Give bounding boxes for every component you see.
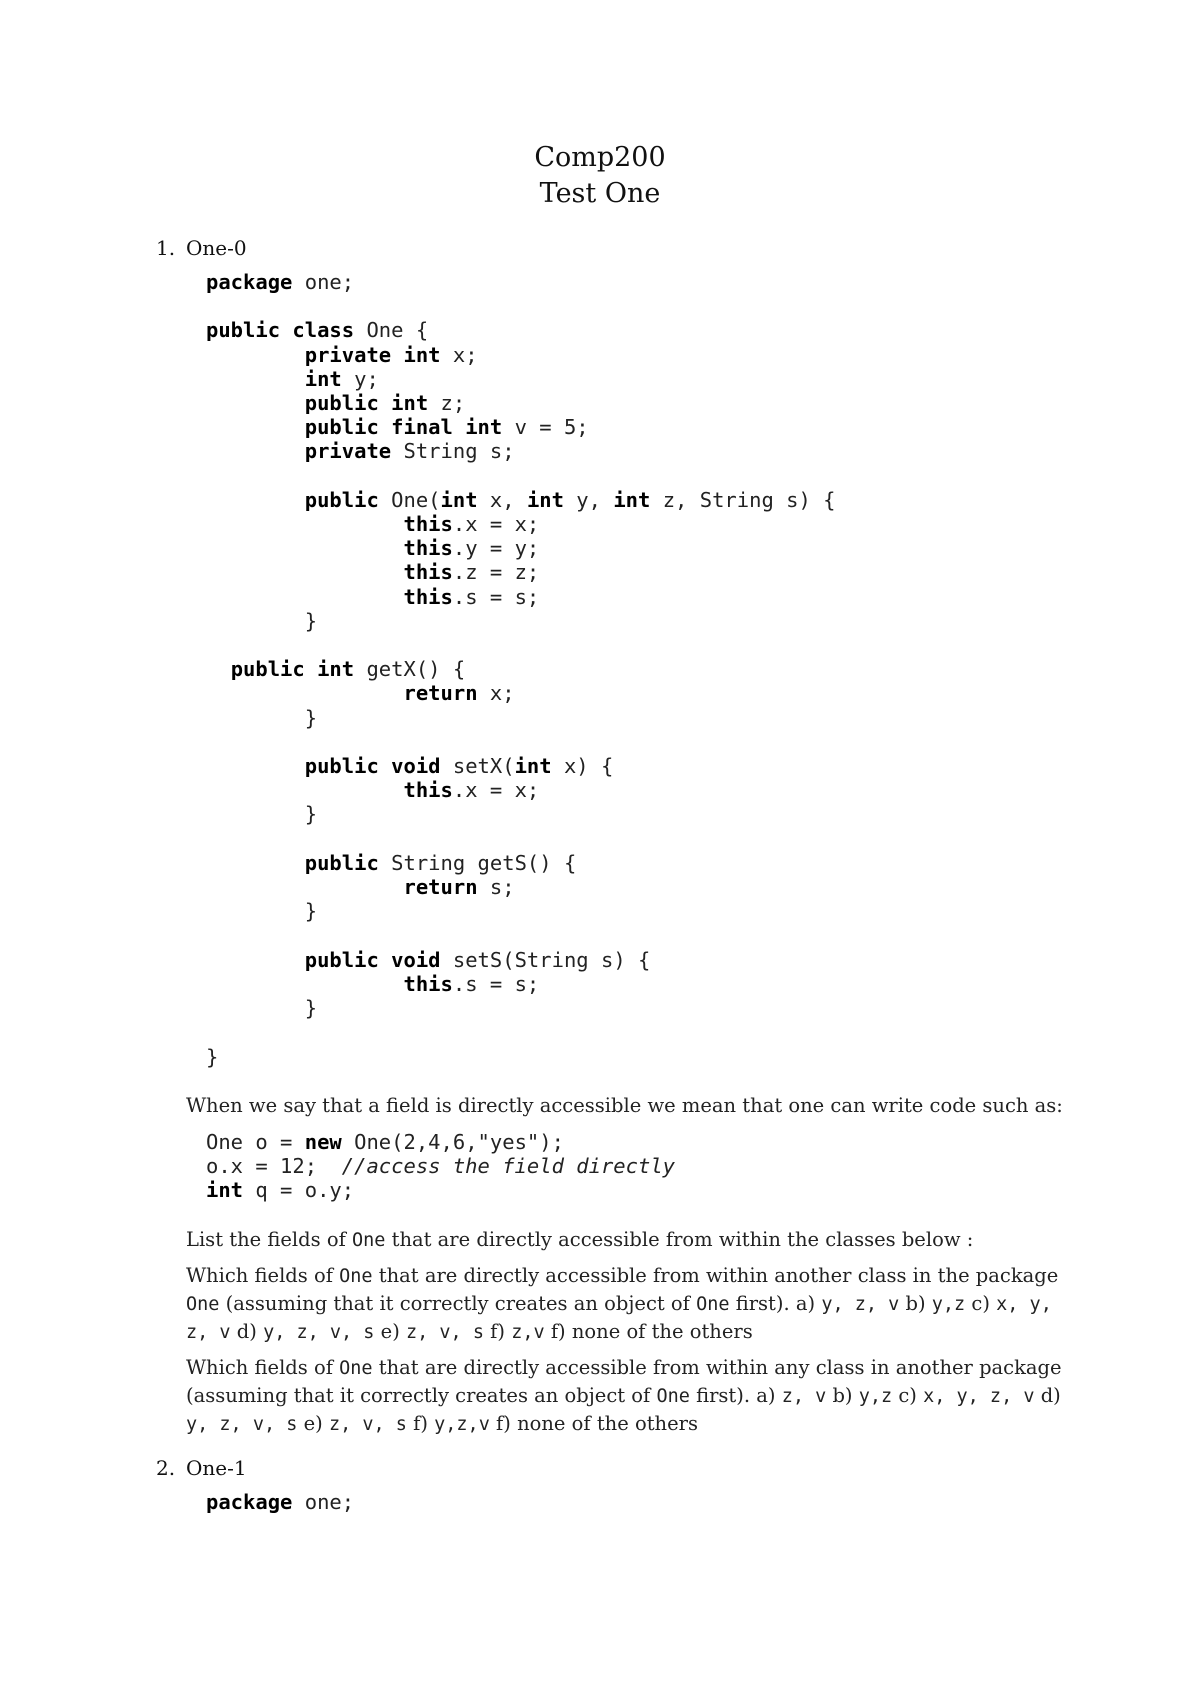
code-keyword: public	[304, 850, 379, 875]
inline-code: y, z, v, s	[186, 1414, 298, 1435]
code-text: One o =	[206, 1130, 305, 1154]
inline-code: One	[339, 1358, 373, 1379]
code-text	[379, 391, 391, 415]
code-text: }	[206, 705, 318, 730]
code-text: .s = s;	[452, 584, 540, 609]
code-line	[206, 1130, 564, 1154]
code-keyword: void	[391, 754, 441, 779]
code-text: x;	[477, 681, 515, 706]
code-line	[206, 754, 613, 778]
question-1-number: 1.	[156, 236, 176, 260]
code-line	[206, 343, 478, 367]
inline-code: x, y, z, v	[186, 1294, 1052, 1343]
inline-code: y, z, v	[821, 1294, 900, 1315]
code-keyword: class	[292, 318, 355, 343]
code-text	[206, 875, 403, 899]
code-line	[206, 512, 539, 536]
prose-text: that are directly accessible from within another class in the package	[372, 1264, 1059, 1287]
code-line	[206, 585, 539, 609]
code-line	[206, 536, 539, 560]
code-text	[379, 948, 391, 972]
code-keyword: private	[304, 439, 392, 464]
code-keyword: this	[403, 584, 453, 609]
code-keyword: public	[304, 391, 379, 416]
code-keyword: private	[304, 342, 392, 367]
code-keyword: int	[526, 487, 564, 512]
class-one-code	[206, 270, 836, 1069]
code-keyword: public	[304, 415, 379, 440]
code-keyword: package	[206, 1490, 293, 1514]
code-text	[206, 681, 403, 705]
code-line	[206, 681, 515, 705]
prose-text: that are directly accessible from within any class in another package (assuming that it correctly creates an object of	[186, 1356, 1062, 1407]
code-line	[206, 851, 576, 875]
code-text: setX(	[440, 754, 515, 779]
code-keyword: public	[230, 657, 305, 682]
code-keyword: int	[206, 1178, 244, 1203]
code-text: .x = x;	[452, 778, 540, 803]
prose-text: f)	[406, 1412, 435, 1435]
code-keyword: new	[304, 1130, 342, 1154]
question-2-title: One-1	[186, 1456, 247, 1480]
code-line	[206, 972, 539, 996]
code-text	[379, 415, 391, 439]
code-keyword: int	[403, 342, 441, 367]
code-text: setS(String s) {	[440, 947, 651, 972]
code-line	[206, 1178, 354, 1202]
inline-code: z,v	[511, 1322, 545, 1343]
code-keyword: return	[403, 681, 478, 706]
code-line	[206, 1490, 354, 1514]
code-text: One(	[378, 487, 441, 512]
code-text	[391, 343, 403, 367]
code-text: }	[206, 1044, 219, 1069]
code-line	[206, 899, 317, 923]
code-line	[206, 948, 650, 972]
inline-code: y,z	[931, 1294, 966, 1315]
inline-code: y,z,v	[434, 1414, 490, 1435]
code-text	[206, 536, 403, 560]
code-text	[206, 778, 403, 802]
prose-text: f) none of the others	[489, 1412, 698, 1435]
code-keyword: public	[304, 487, 379, 512]
code-keyword: package	[206, 270, 293, 294]
code-text	[206, 367, 305, 391]
code-keyword: int	[440, 487, 478, 512]
code-text: String s;	[391, 439, 515, 464]
prose-text: (assuming that it correctly creates an object of	[219, 1292, 697, 1315]
code-text: y;	[341, 366, 379, 391]
code-text: }	[206, 996, 318, 1021]
code-line	[206, 657, 465, 681]
code-keyword: int	[317, 657, 355, 682]
code-text: }	[206, 608, 318, 633]
code-line	[206, 609, 317, 633]
code-line	[206, 560, 539, 584]
code-line	[206, 875, 515, 899]
code-text	[206, 851, 305, 875]
question-1-title: One-0	[186, 236, 247, 260]
code-line	[206, 778, 539, 802]
code-text: one;	[292, 1490, 355, 1514]
code-text: o.x = 12;	[206, 1154, 342, 1179]
code-line	[206, 706, 317, 730]
code-text: One {	[354, 318, 429, 343]
code-text: s;	[477, 875, 515, 900]
code-text	[206, 972, 403, 996]
inline-code: y,z	[858, 1386, 893, 1407]
code-line	[206, 318, 428, 342]
code-text: One(2,4,6,"yes");	[341, 1130, 564, 1154]
code-text	[280, 318, 292, 342]
prose-text: c)	[965, 1292, 997, 1315]
code-text	[206, 657, 231, 681]
prose-text: e)	[297, 1412, 329, 1435]
code-line	[206, 488, 836, 512]
code-text	[206, 585, 403, 609]
code-comment: //access the field directly	[341, 1154, 676, 1179]
prose-text: that are directly accessible from within the classes below :	[385, 1228, 974, 1251]
code-line	[206, 802, 317, 826]
code-text	[206, 488, 305, 512]
example-code	[206, 1130, 675, 1203]
prose-text: d)	[230, 1320, 264, 1343]
code-text	[206, 560, 403, 584]
question-2-number: 2.	[156, 1456, 176, 1480]
code-text	[206, 512, 403, 536]
inline-code: z, v, s	[328, 1414, 407, 1435]
inline-code: One	[352, 1230, 386, 1251]
code-line	[206, 391, 465, 415]
test-title: Test One	[539, 178, 661, 209]
code-text	[379, 754, 391, 778]
code-text	[206, 391, 305, 415]
code-text: z;	[428, 391, 466, 416]
prose-text: b)	[826, 1384, 859, 1407]
question-2-code	[206, 1490, 354, 1514]
list-fields-prompt	[186, 1226, 1066, 1254]
prose-text: List the fields of	[186, 1228, 352, 1251]
code-text	[453, 415, 465, 439]
code-line	[206, 996, 317, 1020]
prose-text: d)	[1034, 1384, 1061, 1407]
inline-code: z, v	[781, 1386, 827, 1407]
inline-code: z, v, s	[406, 1322, 484, 1343]
prose-text: c)	[892, 1384, 924, 1407]
prose-text: b)	[899, 1292, 932, 1315]
code-text: }	[206, 899, 318, 924]
inline-code: y, z, v, s	[263, 1322, 375, 1343]
other-package-question	[186, 1354, 1066, 1438]
code-keyword: this	[403, 560, 453, 585]
code-text: x,	[477, 487, 527, 512]
code-keyword: int	[391, 391, 429, 416]
code-keyword: int	[514, 754, 552, 779]
code-text: .s = s;	[452, 971, 540, 996]
prose-text: first). a)	[689, 1384, 782, 1407]
code-keyword: int	[304, 366, 342, 391]
code-keyword: this	[403, 512, 453, 537]
code-keyword: this	[403, 778, 453, 803]
code-keyword: int	[613, 487, 651, 512]
code-text: v = 5;	[502, 415, 589, 440]
code-keyword: return	[403, 875, 478, 900]
code-text: .z = z;	[452, 560, 540, 585]
prose-text: f) none of the others	[544, 1320, 753, 1343]
code-text: x) {	[551, 754, 614, 779]
inline-code: One	[186, 1294, 220, 1315]
code-text	[206, 754, 305, 778]
accessibility-explanation: When we say that a field is directly accessible we mean that one can write code such as:	[186, 1094, 1063, 1117]
inline-code: One	[339, 1266, 373, 1287]
code-keyword: public	[304, 947, 379, 972]
inline-code: x, y, z, v	[923, 1386, 1035, 1407]
code-keyword: public	[304, 754, 379, 779]
code-keyword: int	[465, 415, 503, 440]
code-text: one;	[292, 270, 355, 294]
code-text	[206, 948, 305, 972]
code-text: z, String s) {	[650, 487, 836, 512]
code-line	[206, 270, 354, 294]
code-keyword: this	[403, 971, 453, 996]
inline-code: One	[696, 1294, 730, 1315]
code-text	[206, 415, 305, 439]
code-text: }	[206, 802, 318, 827]
prose-text: f)	[483, 1320, 512, 1343]
code-line	[206, 1154, 675, 1178]
inline-code: One	[656, 1386, 690, 1407]
prose-text: Which fields of	[186, 1264, 340, 1287]
code-keyword: final	[391, 415, 453, 440]
code-text	[305, 657, 317, 681]
prose-text: Which fields of	[186, 1356, 340, 1379]
course-title: Comp200	[534, 142, 666, 173]
same-package-question	[186, 1262, 1066, 1346]
code-text: .y = y;	[452, 536, 540, 561]
code-keyword: void	[391, 947, 441, 972]
code-line	[206, 415, 589, 439]
code-line	[206, 439, 515, 463]
code-line	[206, 367, 379, 391]
code-text: x;	[440, 342, 478, 367]
code-text	[206, 343, 305, 367]
prose-text: first). a)	[729, 1292, 822, 1315]
prose-text: e)	[374, 1320, 406, 1343]
code-line	[206, 1045, 218, 1069]
code-keyword: public	[206, 318, 281, 343]
code-text: String getS() {	[378, 850, 577, 875]
code-text: q = o.y;	[243, 1178, 355, 1203]
code-text: y,	[563, 487, 614, 512]
code-text: getX() {	[354, 657, 466, 682]
code-text	[206, 439, 305, 463]
code-text: .x = x;	[452, 512, 540, 537]
code-keyword: this	[403, 536, 453, 561]
